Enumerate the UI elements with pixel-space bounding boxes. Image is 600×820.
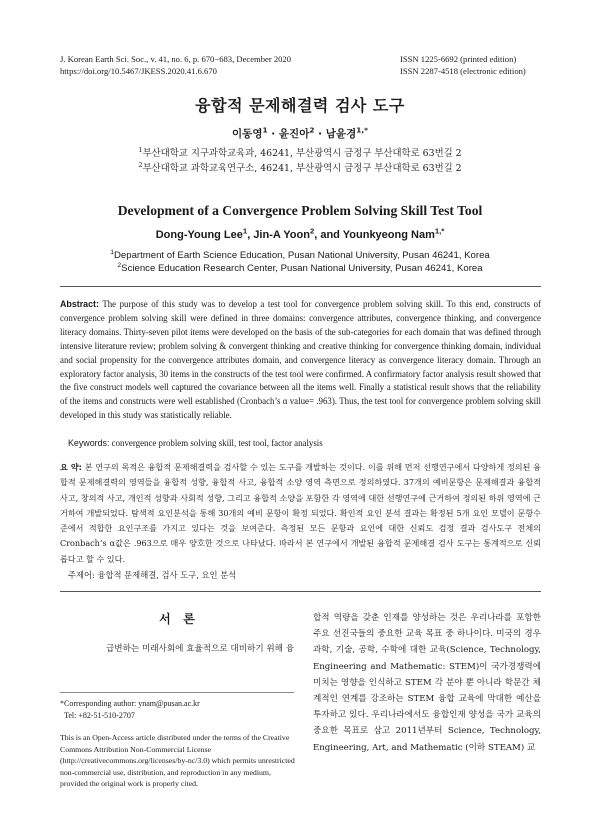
korean-affiliations <box>0 146 600 176</box>
affiliation-sup: 2 <box>138 160 143 169</box>
korean-keywords-label: 주제어: <box>68 570 95 580</box>
english-affiliations <box>0 249 600 275</box>
korean-title: 융합적 문제해결력 검사 도구 <box>195 96 405 115</box>
english-affiliation-2 <box>0 262 600 275</box>
author-separator: , and <box>314 229 343 241</box>
korean-author-2-sup: 2 <box>309 125 315 135</box>
license-notice: This is an Open-Access article distributed under the terms of the Creative Commons Attribution Non-Commercial License (http://creativecommons.org/licenses/by-nc/3.0) which permits unrestricted non-commercial use, distribution, and reproduction in any medium, provided the original work is properly cited. <box>60 733 295 789</box>
issn-print: ISSN 1225-6692 (printed edition) <box>400 54 517 64</box>
abstract <box>60 298 541 423</box>
issn-electronic: ISSN 2287-4518 (electronic edition) <box>400 66 526 76</box>
affiliation-sup: 1 <box>138 145 143 154</box>
intro-right-text: 합적 역량을 갖춘 인재를 양성하는 것은 우리나라를 포함한 주요 선진국들의 중요한 교육 목표 중 하나이다. 미국의 경우 과학, 기술, 공학, 수학에 대한 교육(Science, Technology, Engineering and Mathematic: STEM)이 국가경쟁력에 미치는 영향을 인식하고 STEM 각 분야 뿐 아니라 학문간 체계적인 연계를 강조하는 STEM 융합 교육에 막대한 예산을 투자하고 있다. 우리나라에서도 융합인재 양성을 국가 교육의 중요한 목표로 삼고 2011년부터 Science, Technology, Engineering, Art, and Mathematic (이하 STEAM) 교 <box>313 613 541 753</box>
affiliation-text: Science Education Research Center, Pusan National University, Pusan 46241, Korea <box>121 263 483 274</box>
english-author-2: Jin-A Yoon <box>253 229 310 241</box>
english-affiliation-1 <box>0 249 600 262</box>
affiliation-text: Department of Earth Science Education, Pusan National University, Pusan 46241, Korea <box>113 250 490 261</box>
english-author-2-sup: 2 <box>309 226 315 236</box>
footnote <box>60 698 296 790</box>
korean-authors <box>0 126 600 141</box>
journal-citation <box>60 53 360 77</box>
abstract-top-divider <box>60 286 541 287</box>
english-authors <box>0 226 600 241</box>
english-author-1-sup: 1 <box>242 226 248 236</box>
english-author-3: Younkyeong Nam <box>342 229 435 241</box>
korean-abstract-label: 요 약: <box>60 462 82 472</box>
corresponding-tel: Tel: +82-51-510-2707 <box>64 710 135 720</box>
affiliation-sup: 1 <box>110 248 114 256</box>
issn-block <box>400 53 560 77</box>
corresponding-author: *Corresponding author: ynam@pusan.ac.kr <box>60 699 200 708</box>
english-author-1: Dong-Young Lee <box>155 229 243 241</box>
author-separator: · <box>267 128 279 140</box>
korean-affiliation-1 <box>0 146 600 161</box>
section-heading-introduction: 서 론 <box>159 612 195 626</box>
affiliation-text: 부산대학교 지구과학교육과, 46241, 부산광역시 금정구 부산대학로 63번길 2 <box>142 148 462 159</box>
intro-left-text: 급변하는 미래사회에 효율적으로 대비하기 위해 융 <box>106 644 294 654</box>
keywords <box>68 437 538 449</box>
korean-abstract <box>60 460 541 567</box>
korean-author-1: 이동영 <box>232 128 263 140</box>
korean-author-1-sup: 1 <box>262 125 268 135</box>
doi-link[interactable]: https://doi.org/10.5467/JKESS.2020.41.6.670 <box>60 66 217 76</box>
english-title: Development of a Convergence Problem Solving Skill Test Tool <box>117 203 483 218</box>
keywords-text: convergence problem solving skill, test tool, factor analysis <box>111 438 323 448</box>
author-separator: · <box>314 128 326 140</box>
english-author-3-sup: 1,* <box>434 226 445 236</box>
abstract-label: Abstract: <box>60 299 99 309</box>
affiliation-text: 부산대학교 과학교육연구소, 46241, 부산광역시 금정구 부산대학로 63번길 2 <box>142 163 462 174</box>
korean-author-2: 윤진아 <box>278 128 310 140</box>
korean-abstract-text: 본 연구의 목적은 융합적 문제해결력을 검사할 수 있는 도구를 개발하는 것이다. 이를 위해 먼저 선행연구에서 다양하게 정의된 융합적 문제해결력의 영역들을 융합적 성향, 융합적 사고, 융합적 소양 영역 측면으로 정의하였다. 37개의 예비문항은 문제해결과 융합적 사고, 창의적 사고, 개인적 성향과 사회적 성향, 그리고 융합적 소양을 포함한 각 영역에 대한 선행연구에 근거하여 정의된 하위 영역에 근거하여 개발되었다. 탐색적 요인분석을 통해 30개의 예비 문항이 확정 되었다. 확인적 요인 분석 결과는 확정된 5개 요인 모델이 문항수준에서 적합한 요인구조를 가지고 있다는 것을 보여준다. 측정된 모든 문항과 요인에 대한 신뢰도 검정 결과 검사도구 전체의 Cronbach’s α값은 .963으로 매우 양호한 것으로 나타났다. 따라서 본 연구에서 개발된 융합적 문제해결 검사 도구는 통계적으로 신뢰롭다고 할 수 있다. <box>60 462 541 564</box>
korean-keywords-text: 융합적 문제해결, 검사 도구, 요인 분석 <box>97 570 237 580</box>
affiliation-sup: 2 <box>117 261 122 269</box>
keywords-label: Keywords: <box>68 438 110 448</box>
korean-affiliation-2 <box>0 161 600 176</box>
korean-keywords <box>68 569 538 581</box>
abstract-text: The purpose of this study was to develop a test tool for convergence problem solving skill. To this end, constructs of convergence problem solving skill were defined in three domains: convergence attributes, convergence thinking, and convergence literacy domains. Thirty-seven pilot items were developed on the basis of the sub-categories for each domain that was defined through intensive literature review; problem solving & convergent thinking and creative thinking for convergence thinking domain, individual and social propensity for the convergence attributes domain, and convergence literacy as convergence literacy domain. Through an exploratory factor analysis, 30 items in the constructs of the test tool were confirmed. A confirmatory factor analysis result showed that the five construct models well captured the covariance between all the items well. Finally a statistical result shows that the reliability of the items and constructs were well established (Cronbach’s α value= .963). Thus, the test tool for convergence problem solving skill developed in this study was statistically reliable. <box>60 299 541 421</box>
korean-author-3: 남윤경 <box>325 128 357 140</box>
footnote-divider <box>60 692 294 693</box>
journal-line: J. Korean Earth Sci. Soc., v. 41, no. 6, p. 670−683, December 2020 <box>60 54 292 64</box>
abstract-bottom-divider <box>60 591 541 592</box>
author-separator: , <box>247 229 254 241</box>
korean-author-3-sup: 1,* <box>356 125 368 135</box>
